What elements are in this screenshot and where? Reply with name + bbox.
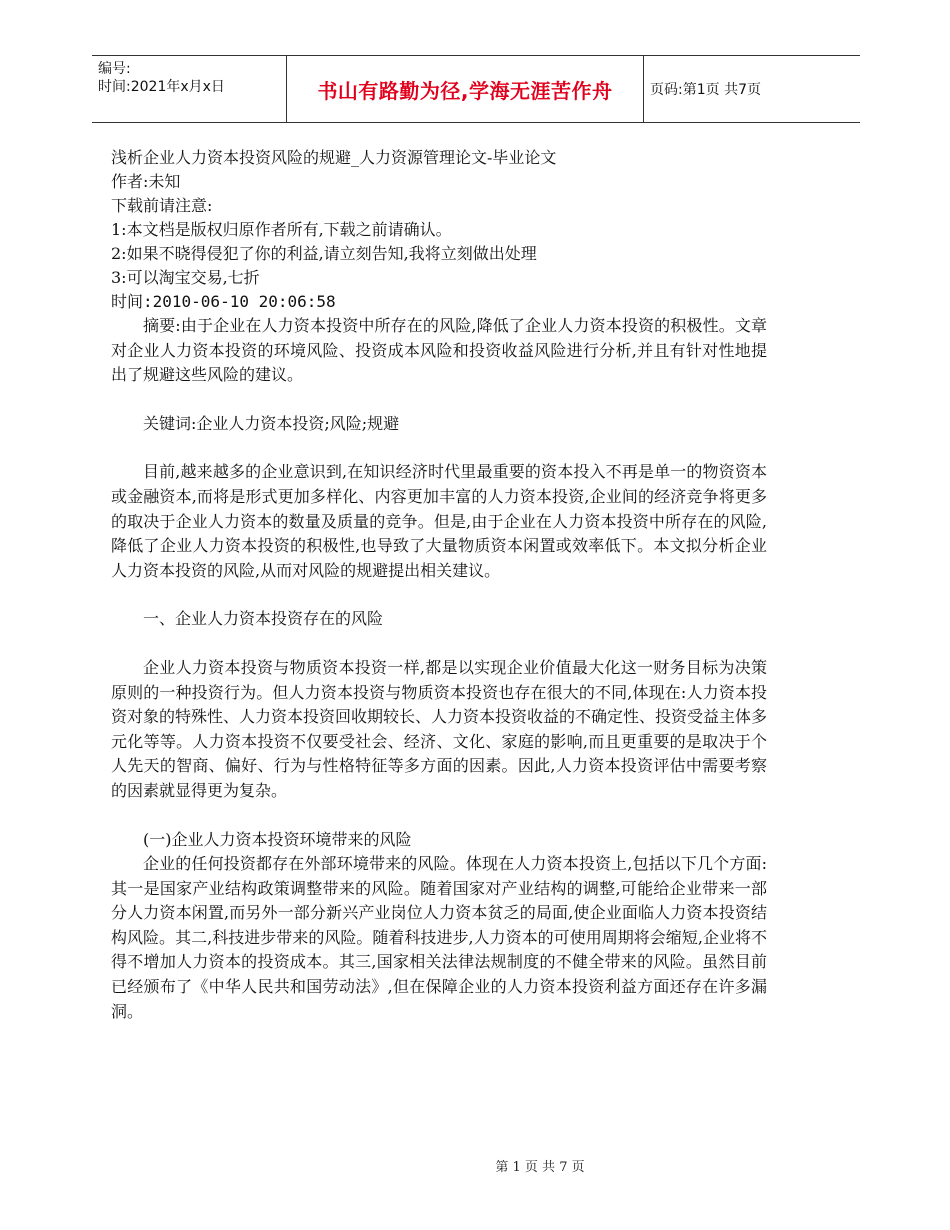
code-label: 编号: bbox=[98, 61, 131, 77]
time-label: 时间:2021年x月x日 bbox=[98, 79, 225, 95]
document-meta bbox=[111, 146, 767, 314]
notice-item: 1:本文档是版权归原作者所有,下载之前请确认。 bbox=[111, 220, 452, 239]
header-page-info: 页码:第1页 共7页 bbox=[650, 82, 761, 98]
notice-title: 下载前请注意: bbox=[111, 196, 213, 215]
subsection-heading: (一)企业人力资本投资环境带来的风险 bbox=[143, 829, 412, 849]
document-author: 作者:未知 bbox=[111, 172, 181, 191]
notice-item: 3:可以淘宝交易,七折 bbox=[111, 268, 260, 287]
spacer bbox=[111, 632, 767, 656]
abstract-paragraph: 摘要:由于企业在人力资本投资中所存在的风险,降低了企业人力资本投资的积极性。文章对企业人力资本投资的环境风险、投资成本风险和投资收益风险进行分析,并且有针对性地提出了规避这些风险的建议。 bbox=[111, 316, 767, 385]
keywords-line: 关键词:企业人力资本投资;风险;规避 bbox=[143, 413, 400, 433]
spacer bbox=[111, 583, 767, 607]
document-body bbox=[111, 146, 767, 1024]
notice-item: 2:如果不晓得侵犯了你的利益,请立刻告知,我将立刻做出处理 bbox=[111, 244, 537, 263]
intro-paragraph: 目前,越来越多的企业意识到,在知识经济时代里最重要的资本投入不再是单一的物资资本或金融资本,而将是形式更加多样化、内容更加丰富的人力资本投资,企业间的经济竞争将更多的取决于企业人力资本的数量及质量的竞争。但是,由于企业在人力资本投资中所存在的风险,降低了企业人力资本投资的积极性,也导致了大量物质资本闲置或效率低下。本文拟分析企业人力资本投资的风险,从而对风险的规避提出相关建议。 bbox=[111, 462, 767, 580]
page-header bbox=[92, 55, 860, 123]
spacer bbox=[111, 436, 767, 460]
page-footer: 第 1 页 共 7 页 bbox=[495, 1160, 585, 1175]
spacer bbox=[111, 804, 767, 828]
document-title: 浅析企业人力资本投资风险的规避_人力资源管理论文-毕业论文 bbox=[111, 148, 557, 167]
header-left bbox=[98, 60, 284, 96]
section-heading: 一、企业人力资本投资存在的风险 bbox=[143, 609, 384, 629]
header-motto: 书山有路勤为径,学海无涯苦作舟 bbox=[286, 56, 644, 122]
subsection-paragraph: 企业的任何投资都存在外部环境带来的风险。体现在人力资本投资上,包括以下几个方面:其一是国家产业结构政策调整带来的风险。随着国家对产业结构的调整,可能给企业带来一部分人力资本闲置,而另外一部分新兴产业岗位人力资本贫乏的局面,使企业面临人力资本投资结构风险。其二,科技进步带来的风险。随着科技进步,人力资本的可使用周期将会缩短,企业将不得不增加人力资本的投资成本。其三,国家相关法律法规制度的不健全带来的风险。虽然目前已经颁布了《中华人民共和国劳动法》,但在保障企业的人力资本投资利益方面还存在许多漏洞。 bbox=[111, 854, 767, 1021]
spacer bbox=[111, 388, 767, 412]
document-time: 时间:2010-06-10 20:06:58 bbox=[111, 292, 336, 311]
section-paragraph: 企业人力资本投资与物质资本投资一样,都是以实现企业价值最大化这一财务目标为决策原则的一种投资行为。但人力资本投资与物质资本投资也存在很大的不同,体现在:人力资本投资对象的特殊性、人力资本投资回收期较长、人力资本投资收益的不确定性、投资受益主体多元化等等。人力资本投资不仅要受社会、经济、文化、家庭的影响,而且更重要的是取决于个人先天的智商、偏好、行为与性格特征等多方面的因素。因此,人力资本投资评估中需要考察的因素就显得更为复杂。 bbox=[111, 657, 768, 800]
